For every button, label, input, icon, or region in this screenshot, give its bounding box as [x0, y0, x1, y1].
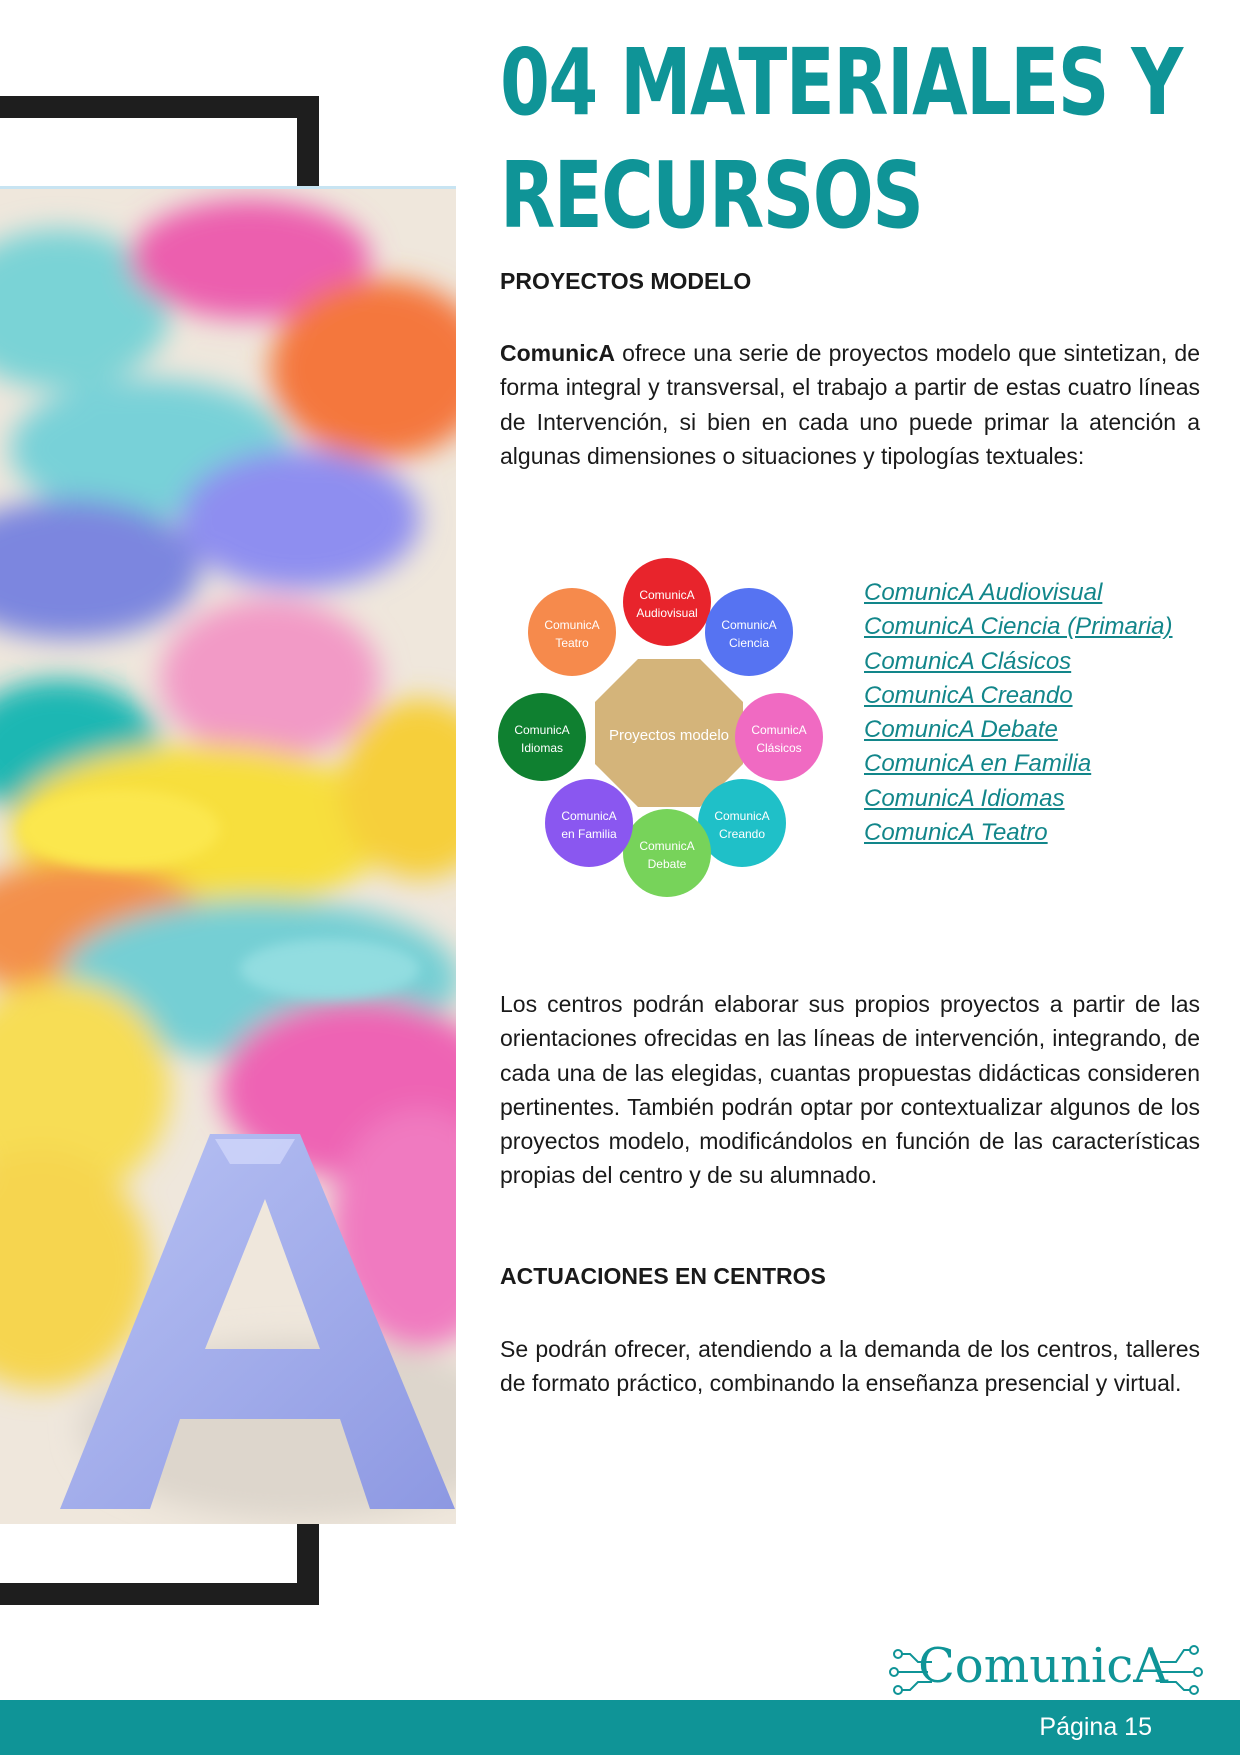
- diagram-node-circle: [545, 779, 633, 867]
- link-debate[interactable]: ComunicA Debate: [864, 716, 1058, 744]
- diagram-node-idiomas: [498, 693, 586, 781]
- diagram-node-label: Debate: [647, 857, 687, 871]
- page-title-line2: RECURSOS: [500, 142, 923, 249]
- link-creando[interactable]: ComunicA Creando: [864, 681, 1073, 709]
- link-audiovisual[interactable]: ComunicA Audiovisual: [864, 579, 1103, 606]
- page-title-line1: 04 MATERIALES Y: [500, 29, 1182, 136]
- diagram-node-circle: [698, 779, 786, 867]
- diagram-node-en-familia: [545, 779, 633, 867]
- diagram-node-circle: [623, 558, 711, 646]
- diagram-node-label: ComunicA: [561, 809, 617, 823]
- link-item: [864, 645, 1173, 679]
- diagram-node-label: ComunicA: [639, 839, 695, 853]
- link-item: [864, 747, 1173, 781]
- logo-text: ComunicA: [918, 1638, 1168, 1694]
- diagram-node-label: Teatro: [555, 636, 589, 650]
- diagram-node-creando: [698, 779, 786, 867]
- diagram-node-circle: [705, 588, 793, 676]
- section-heading-proyectos: PROYECTOS MODELO: [500, 268, 752, 294]
- letters-photo: [0, 186, 456, 1524]
- centros-paragraph: Los centros podrán elaborar sus propios proyectos a partir de las orientaciones ofrecidas en las líneas de intervención, integrando, de cada una de las elegidas, cuantas propuestas didácticas consideren pertinentes. También podrán optar por contextualizar algunos de los proyectos modelo, modificándolos en función de las características propias del centro y de su alumnado.: [500, 991, 1200, 1189]
- diagram-node-label: ComunicA: [544, 618, 600, 632]
- diagram-node-audiovisual: [623, 558, 711, 646]
- page-footer: [0, 1700, 1240, 1755]
- diagram-node-ciencia: [705, 588, 793, 676]
- comunica-logo: [888, 1628, 1208, 1698]
- diagram-node-label: Ciencia: [728, 636, 770, 650]
- diagram-node-label: ComunicA: [751, 723, 807, 737]
- actuaciones-paragraph: Se podrán ofrecer, atendiendo a la demanda de los centros, talleres de formato práctico, combinando la enseñanza presencial y virtual.: [500, 1336, 1200, 1397]
- diagram-node-clásicos: [735, 693, 823, 781]
- link-item: [864, 782, 1173, 816]
- link-item: [864, 576, 1173, 610]
- intro-text: ofrece una serie de proyectos modelo que sintetizan, de forma integral y transversal, el trabajo a partir de estas cuatro líneas de Intervención, si bien en cada uno puede primar la atención a algunas dimensiones o situaciones y tipologías textuales:: [500, 340, 1200, 469]
- link-item: [864, 610, 1173, 644]
- diagram-node-label: Idiomas: [520, 741, 564, 755]
- diagram-node-label: en Familia: [561, 827, 617, 841]
- diagram-node-label: ComunicA: [514, 723, 570, 737]
- diagram-node-teatro: [528, 588, 616, 676]
- link-idiomas[interactable]: ComunicA Idiomas: [864, 784, 1065, 812]
- diagram-node-label: ComunicA: [721, 618, 777, 632]
- link-item: [864, 816, 1173, 850]
- proyectos-diagram: [494, 555, 844, 905]
- link-clasicos[interactable]: ComunicA Clásicos: [864, 647, 1072, 675]
- page-number: Página 15: [1039, 1713, 1152, 1741]
- diagram-node-label: Audiovisual: [636, 606, 698, 620]
- link-familia[interactable]: ComunicA en Familia: [864, 750, 1092, 778]
- diagram-node-circle: [623, 809, 711, 897]
- page-title: [500, 26, 1182, 252]
- diagram-node-circle: [528, 588, 616, 676]
- diagram-node-label: ComunicA: [639, 588, 695, 602]
- diagram-node-circle: [735, 693, 823, 781]
- diagram-node-debate: [623, 809, 711, 897]
- diagram-node-circle: [498, 693, 586, 781]
- brand-name: ComunicA: [500, 340, 615, 366]
- section-heading-actuaciones: ACTUACIONES EN CENTROS: [500, 1263, 826, 1289]
- link-ciencia[interactable]: ComunicA Ciencia (Primaria): [864, 613, 1173, 641]
- diagram-node-label: Creando: [718, 827, 766, 841]
- diagram-node-label: ComunicA: [714, 809, 770, 823]
- diagram-node-label: Clásicos: [756, 741, 802, 755]
- diagram-center-label: Proyectos modelo: [608, 727, 730, 744]
- intro-paragraph: [500, 336, 1200, 473]
- link-teatro[interactable]: ComunicA Teatro: [864, 819, 1048, 847]
- link-item: [864, 713, 1173, 747]
- diagram-svg: [494, 555, 844, 905]
- link-item: [864, 679, 1173, 713]
- project-links-list: [864, 576, 1173, 850]
